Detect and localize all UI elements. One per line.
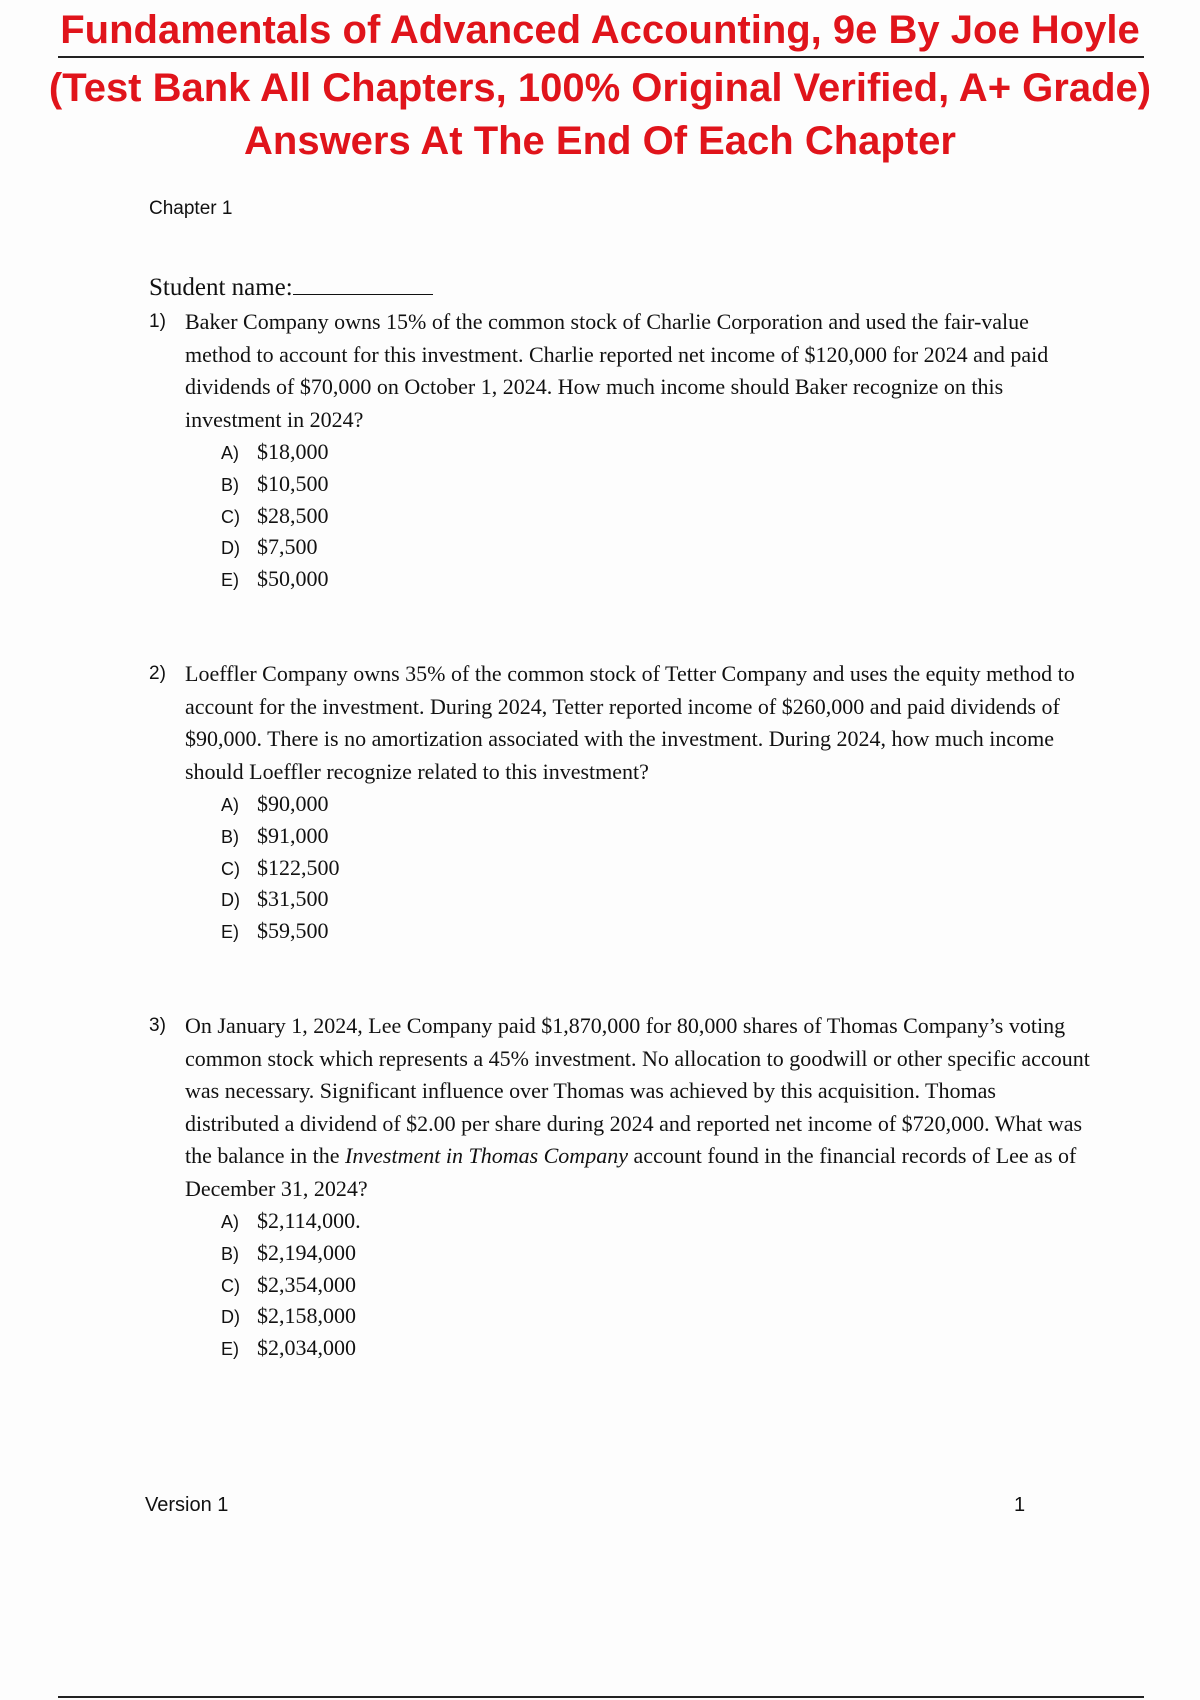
option-value: $2,114,000.	[257, 1208, 361, 1233]
question-number: 1)	[149, 311, 166, 332]
option-letter: C)	[221, 1275, 240, 1296]
document-title	[0, 0, 1200, 168]
option-letter: C)	[221, 858, 240, 879]
option-value: $91,000	[257, 822, 329, 848]
answer-options	[221, 1205, 1094, 1364]
option-letter: B)	[221, 1243, 239, 1264]
answer-option	[221, 915, 1094, 947]
chapter-label: Chapter 1	[149, 198, 233, 219]
option-value: $10,500	[257, 470, 329, 496]
option-value: $59,500	[257, 918, 329, 944]
account-name: Investment in Thomas Company	[345, 1143, 628, 1168]
answer-option	[221, 1332, 1094, 1364]
question-number: 3)	[149, 1015, 166, 1036]
version-label: Version 1	[145, 1494, 229, 1516]
question-2	[149, 658, 1094, 947]
answer-option	[221, 1237, 1094, 1269]
option-letter: E)	[221, 922, 239, 943]
answer-option	[221, 436, 1094, 468]
option-letter: D)	[221, 1307, 240, 1328]
option-letter: A)	[221, 795, 239, 815]
option-letter: A)	[221, 1212, 239, 1232]
student-name-label: Student name:	[149, 274, 293, 301]
question-1	[149, 306, 1094, 595]
title-underline	[58, 56, 1144, 58]
answer-option	[221, 1205, 1094, 1237]
option-value: $28,500	[257, 502, 329, 528]
answer-option	[221, 500, 1094, 532]
page-number: 1	[1014, 1494, 1026, 1516]
answer-option	[221, 531, 1094, 563]
student-name-line	[149, 272, 433, 302]
answer-option	[221, 852, 1094, 884]
question-3	[149, 1010, 1094, 1364]
answer-option	[221, 883, 1094, 915]
answer-option	[221, 820, 1094, 852]
answer-option	[221, 563, 1094, 595]
option-letter: C)	[221, 506, 240, 527]
option-letter: E)	[221, 1339, 239, 1360]
answer-options	[221, 788, 1094, 947]
question-number: 2)	[149, 663, 166, 684]
option-value: $2,194,000	[257, 1239, 356, 1265]
bottom-rule	[58, 1696, 1144, 1698]
option-value: $2,354,000	[257, 1271, 356, 1297]
option-value: $7,500	[257, 534, 318, 560]
option-letter: D)	[221, 890, 240, 911]
option-value: $18,000	[257, 439, 329, 464]
answer-option	[221, 468, 1094, 500]
answer-option	[221, 1300, 1094, 1332]
answer-options	[221, 436, 1094, 595]
question-text: Loeffler Company owns 35% of the common stock of Tetter Company and uses the equity method to account for the investment. During 2024, Tetter reported income of $260,000 and paid dividends of $90,000. There is no amortization associated with the investment. During 2024, how much income should Loeffler recognize related to this investment?	[185, 661, 1075, 784]
question-text	[185, 1010, 1094, 1205]
question-text-part: On January 1, 2024, Lee Company paid $1,870,000 for 80,000 shares of Thomas Company’s voting common stock which represents a 45% investment. No allocation to goodwill or other specific account was necessary. Significant influence over Thomas was achieved by this acquisition. Thomas distributed a dividend of $2.00 per share during 2024 and reported net income of $720,000. What was the balance in the	[185, 1013, 1090, 1168]
title-line-1: Fundamentals of Advanced Accounting, 9e By Joe Hoyle	[60, 8, 1140, 52]
option-letter: A)	[221, 443, 239, 463]
option-letter: B)	[221, 826, 239, 847]
answer-option	[221, 1269, 1094, 1301]
option-value: $90,000	[257, 791, 329, 816]
student-name-blank	[293, 272, 433, 295]
answer-option	[221, 788, 1094, 820]
option-value: $31,500	[257, 886, 329, 912]
option-value: $50,000	[257, 566, 329, 592]
option-letter: E)	[221, 570, 239, 591]
option-value: $2,158,000	[257, 1303, 356, 1329]
title-line-3: Answers At The End Of Each Chapter	[244, 119, 956, 163]
option-value: $2,034,000	[257, 1335, 356, 1361]
option-value: $122,500	[257, 854, 340, 880]
question-text: Baker Company owns 15% of the common stock of Charlie Corporation and used the fair-value method to account for this investment. Charlie reported net income of $120,000 for 2024 and paid dividends of $70,000 on October 1, 2024. How much income should Baker recognize on this investment in 2024?	[185, 309, 1049, 432]
option-letter: B)	[221, 474, 239, 495]
question-text-part: account found in the financial records of Lee as of December 31, 2024?	[185, 1143, 1077, 1201]
option-letter: D)	[221, 538, 240, 559]
title-line-2: (Test Bank All Chapters, 100% Original Verified, A+ Grade)	[48, 66, 1152, 110]
